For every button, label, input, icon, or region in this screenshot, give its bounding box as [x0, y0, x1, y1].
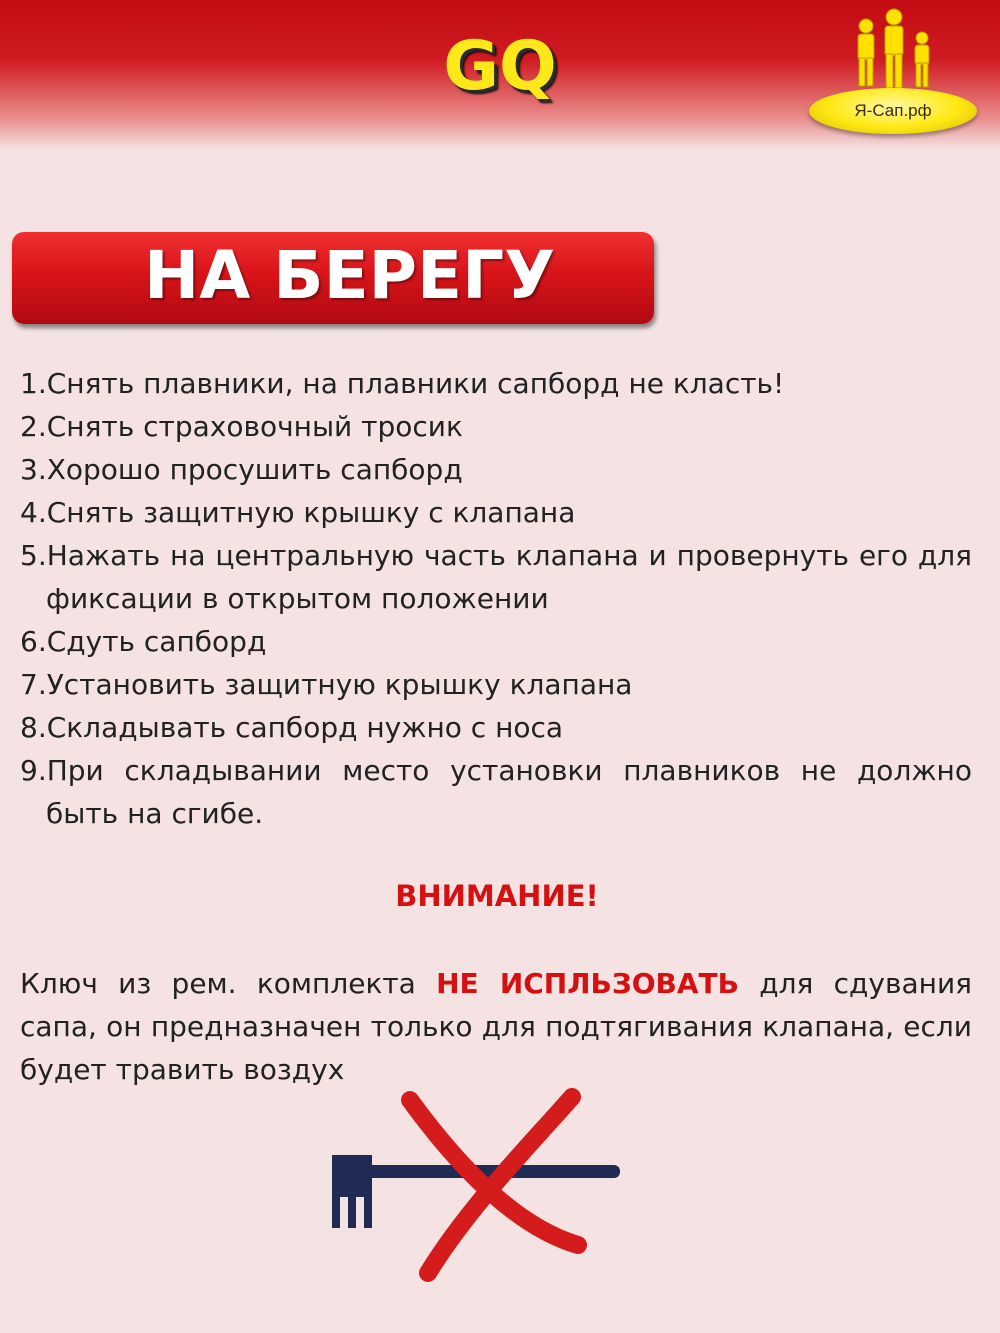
warning-emphasis: НЕ ИСПЛЬЗОВАТЬ	[436, 967, 739, 1000]
step-number: 8.	[20, 711, 47, 744]
step-text: Установить защитную крышку клапана	[46, 668, 633, 701]
logo-text: Я-Сап.рф	[854, 101, 932, 120]
warning-paragraph	[20, 962, 972, 1091]
attention-heading: ВНИМАНИЕ!	[395, 879, 599, 913]
step-number: 5.	[20, 539, 47, 572]
valve-key-crossed-out-icon	[310, 1085, 640, 1285]
people-family-icon	[844, 8, 944, 92]
cross-out-mark-icon	[410, 1097, 578, 1273]
section-title: НА БЕРЕГУ	[144, 237, 556, 314]
brand-title: GQ	[443, 27, 557, 106]
step-number: 2.	[20, 410, 47, 443]
steps-list	[20, 362, 972, 835]
list-item	[20, 405, 972, 448]
warning-text-after: для сдувания сапа, он предназначен только для подтягивания клапана, если будет травить воздух	[20, 967, 972, 1086]
step-number: 4.	[20, 496, 47, 529]
step-text: Сдуть сапборд	[46, 625, 267, 658]
list-item	[20, 706, 972, 749]
warning-text-before: Ключ из рем. комплекта	[20, 967, 437, 1000]
step-number: 7.	[20, 668, 47, 701]
step-number: 1.	[20, 367, 47, 400]
step-text: Нажать на центральную часть клапана и провернуть его для фиксации в открытом положении	[46, 539, 972, 615]
list-item	[20, 491, 972, 534]
step-text: Снять плавники, на плавники сапборд не класть!	[46, 367, 785, 400]
list-item	[20, 448, 972, 491]
step-number: 9.	[20, 754, 47, 787]
list-item	[20, 362, 972, 405]
list-item	[20, 749, 972, 835]
step-text: Снять страховочный тросик	[46, 410, 463, 443]
step-text: Складывать сапборд нужно с носа	[46, 711, 564, 744]
list-item	[20, 663, 972, 706]
step-text: При складывании место установки плавников не должно быть на сгибе.	[46, 754, 972, 830]
step-text: Снять защитную крышку с клапана	[46, 496, 576, 529]
step-text: Хорошо просушить сапборд	[46, 453, 463, 486]
step-number: 3.	[20, 453, 47, 486]
list-item	[20, 620, 972, 663]
site-logo	[804, 8, 984, 130]
step-number: 6.	[20, 625, 47, 658]
list-item	[20, 534, 972, 620]
